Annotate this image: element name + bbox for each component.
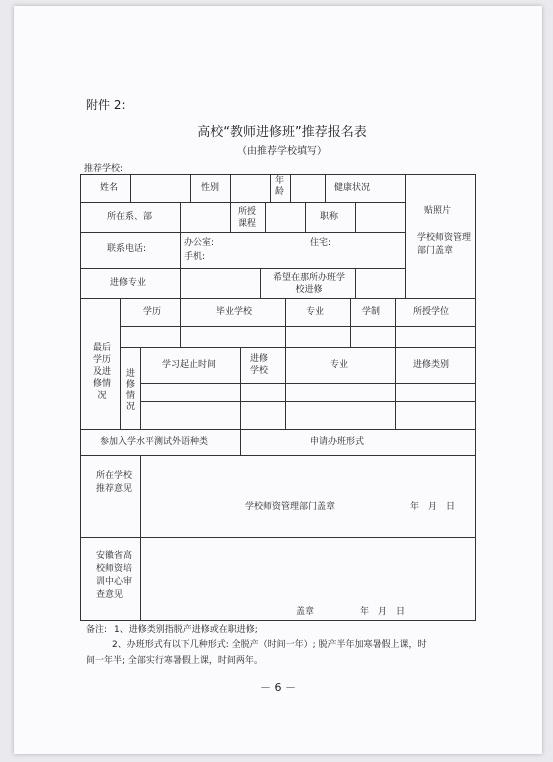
- school-opinion-label: 所在学校推荐意见: [96, 471, 133, 494]
- major-label: 进修专业: [110, 278, 147, 288]
- study-type-header: 进修类别: [413, 360, 450, 370]
- study-period-header: 学习起止时间: [162, 360, 217, 370]
- attachment-label: 附件 2:: [86, 98, 126, 112]
- specialty-header: 专业: [306, 307, 325, 317]
- photo-label: 贴照片: [424, 206, 452, 216]
- schooling-header: 学制: [362, 307, 381, 317]
- education-section-label: 最后学历及进修情况: [92, 343, 111, 401]
- exam-language-label: 参加入学水平测试外语种类: [100, 437, 209, 447]
- notes-line-3: 间一年半; 全部实行寒暑假上课，时间两年。: [86, 656, 263, 666]
- contact-label: 联系电话:: [107, 244, 147, 254]
- office-label: 办公室:: [184, 238, 215, 248]
- page-number: － 6 －: [260, 681, 296, 694]
- degree-header: 所授学位: [413, 307, 450, 317]
- mobile-label: 手机:: [184, 252, 206, 262]
- target-school-label: 希望在那所办班学校进修: [272, 273, 345, 295]
- study-school-header: 进修学校: [249, 354, 268, 376]
- title-rank-label: 职称: [320, 212, 339, 222]
- school-date-label: 年 月 日: [410, 502, 456, 512]
- notes-line-2: 2、办班形式有以下几种形式: 全脱产（时间一年）; 脱产半年加寒暑假上课，时: [112, 640, 427, 650]
- department-label: 所在系、部: [107, 212, 153, 222]
- name-label: 姓名: [100, 183, 119, 193]
- notes-label: 备注:: [86, 625, 108, 635]
- school-seal-label: 学校师资管理部门盖章: [245, 502, 336, 512]
- class-form-label: 申请办班形式: [310, 437, 365, 447]
- notes-line-1: 1、进修类别指脱产进修或在职进修;: [114, 625, 258, 635]
- courses-label: 所授课程: [238, 207, 257, 229]
- form-title: 高校“教师进修班”推荐报名表: [197, 125, 367, 140]
- grad-school-header: 毕业学校: [216, 307, 253, 317]
- photo-note: 学校师资管理部门盖章: [417, 233, 472, 256]
- center-seal-label: 盖章: [296, 607, 315, 617]
- document-page: [14, 6, 542, 754]
- study-section-label: 进修情况: [125, 369, 135, 412]
- home-label: 住宅:: [310, 238, 332, 248]
- education-header: 学历: [143, 307, 162, 317]
- study-major-header: 专业: [330, 360, 349, 370]
- form-subtitle: （由推荐学校填写）: [237, 146, 327, 157]
- center-date-label: 年 月 日: [360, 607, 406, 617]
- recommending-school-label: 推荐学校:: [84, 164, 124, 174]
- center-opinion-label: 安徽省高校师资培训中心审查意见: [96, 551, 133, 600]
- health-label: 健康状况: [334, 183, 371, 193]
- age-label: 年龄: [274, 176, 284, 197]
- gender-label: 性别: [201, 183, 220, 193]
